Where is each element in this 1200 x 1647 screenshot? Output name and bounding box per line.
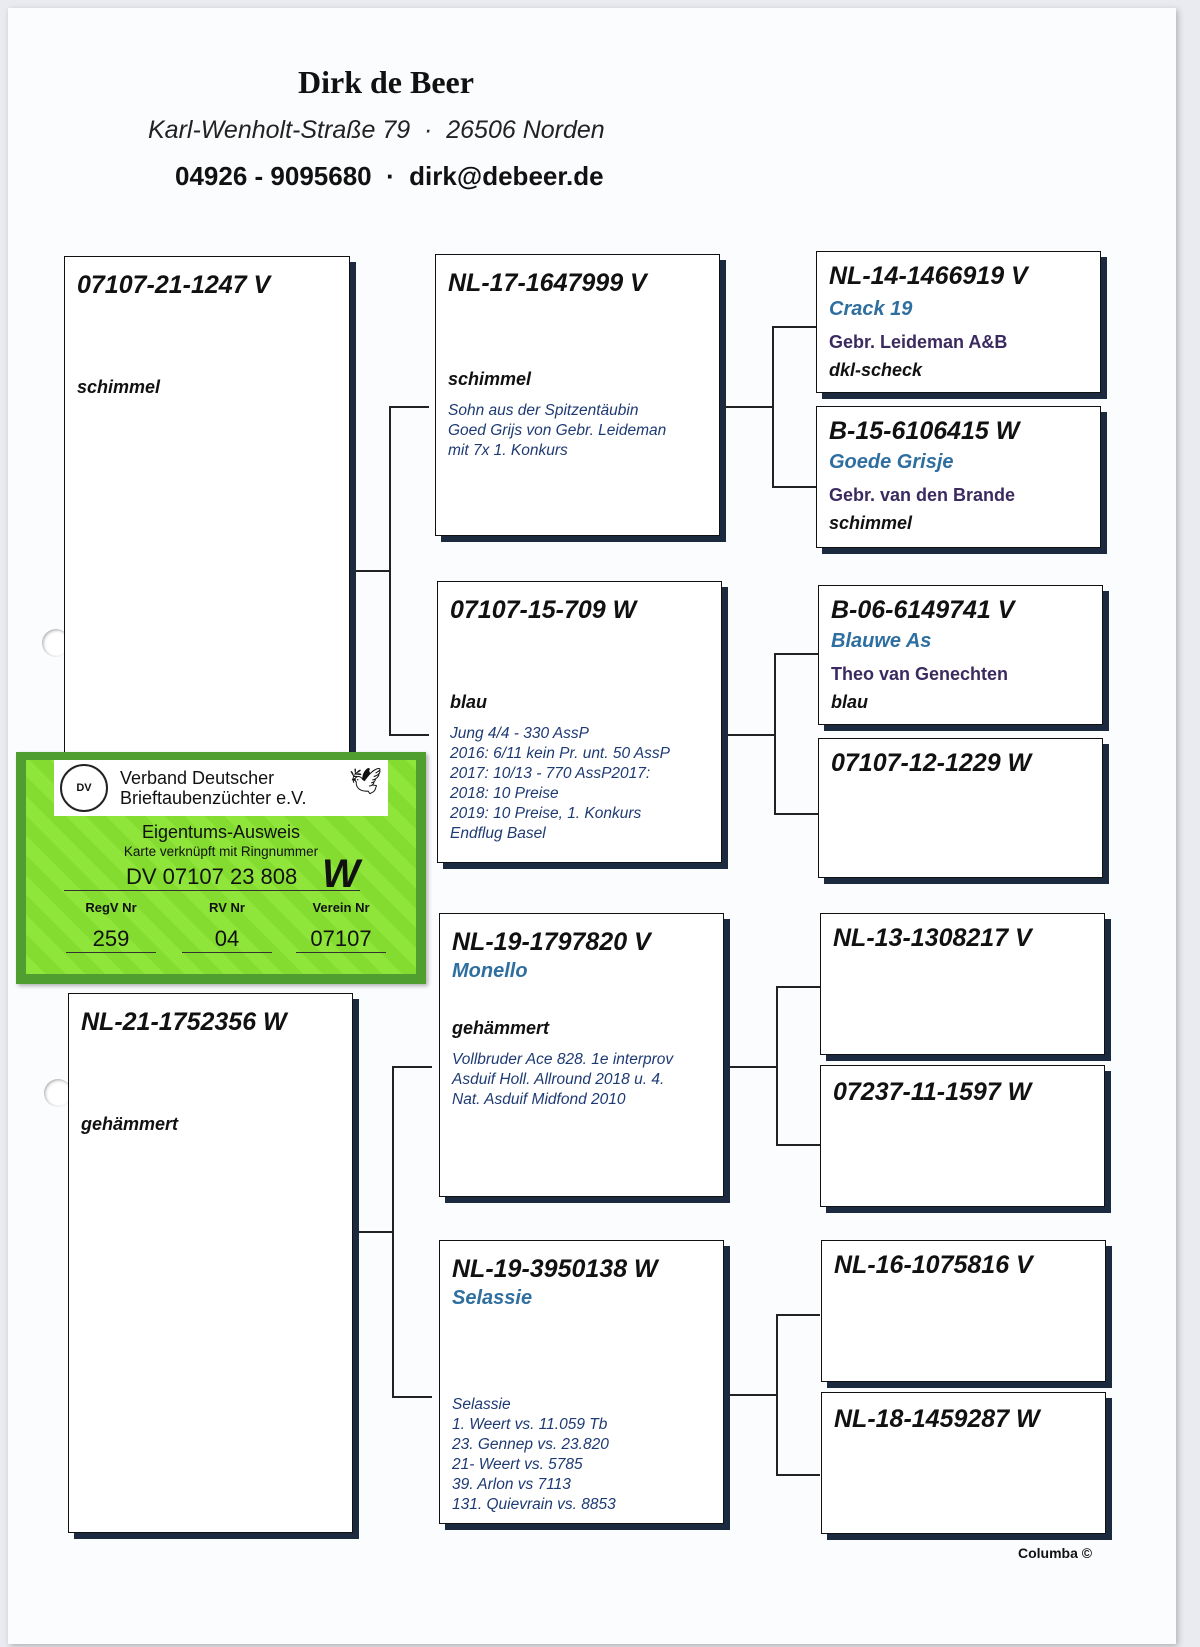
info-line: 131. Quievrain vs. 8853 <box>452 1496 616 1513</box>
granddam-box <box>437 581 722 863</box>
pigeon-icon: 🕊 <box>348 766 382 796</box>
connector-line <box>730 1066 776 1068</box>
performance-info <box>448 401 666 461</box>
info-line: Endflug Basel <box>450 825 546 842</box>
feather-color: gehämmert <box>81 1114 179 1134</box>
software-credit: Columba © <box>1018 1545 1093 1561</box>
info-line: mit 7x 1. Konkurs <box>448 442 568 459</box>
info-line: 2018: 10 Preise <box>450 785 559 802</box>
grandsire-box <box>435 254 720 536</box>
ring-number: NL-17-1647999 V <box>448 269 647 297</box>
ring-number: NL-21-1752356 W <box>81 1008 287 1036</box>
great-grandparent-box <box>821 1392 1106 1534</box>
great-grandparent-box <box>818 585 1103 725</box>
ring-number: 07107-21-1247 V <box>77 271 271 299</box>
verein-label: Verein Nr <box>312 900 370 915</box>
info-line: 2016: 6/11 kein Pr. unt. 50 AssP <box>450 745 671 762</box>
connector-line <box>389 734 429 736</box>
card-ring-number: DV 07107 23 808 <box>126 864 298 889</box>
connector-line <box>730 1394 776 1396</box>
regv-value: 259 <box>66 926 156 953</box>
performance-info <box>452 1050 673 1110</box>
ring-number: 07107-12-1229 W <box>831 749 1032 777</box>
feather-color: dkl-scheck <box>829 360 923 380</box>
ring-number: NL-19-1797820 V <box>452 928 651 956</box>
great-grandparent-box <box>821 1240 1106 1382</box>
subject-box <box>64 256 350 758</box>
feather-color: schimmel <box>448 369 532 389</box>
feather-color: schimmel <box>77 377 161 397</box>
card-banner <box>54 760 388 816</box>
pigeon-name: Crack 19 <box>829 298 913 320</box>
association-name <box>120 768 306 808</box>
handwritten-mark: W <box>322 852 360 896</box>
great-grandparent-box <box>820 913 1105 1055</box>
connector-line <box>772 326 774 486</box>
connector-line <box>776 1314 820 1316</box>
ring-number: NL-16-1075816 V <box>834 1251 1033 1279</box>
performance-info <box>452 1395 616 1515</box>
association-name-line: Brieftaubenzüchter e.V. <box>120 788 307 808</box>
ring-number: NL-18-1459287 W <box>834 1405 1040 1433</box>
verein-value: 07107 <box>296 926 386 953</box>
info-line: Vollbruder Ace 828. 1e interprov <box>452 1051 674 1068</box>
info-line: Jung 4/4 - 330 AssP <box>450 725 590 742</box>
ring-number: B-06-6149741 V <box>831 596 1015 624</box>
breeder-contact: 04926 - 9095680 · dirk@debeer.de <box>175 161 604 191</box>
association-logo-icon: DV <box>60 764 108 812</box>
info-line: 2017: 10/13 - 770 AssP2017: <box>450 765 651 782</box>
connector-line <box>774 653 776 813</box>
connector-line <box>772 486 816 488</box>
info-line: 2019: 10 Preise, 1. Konkurs <box>450 805 642 822</box>
ring-number: NL-19-3950138 W <box>452 1255 658 1283</box>
info-line: 1. Weert vs. 11.059 Tb <box>452 1416 608 1433</box>
connector-line <box>389 406 429 408</box>
info-line: Goed Grijs von Gebr. Leideman <box>448 422 667 439</box>
connector-line <box>776 986 820 988</box>
info-line: Nat. Asduif Midfond 2010 <box>452 1091 626 1108</box>
connector-line <box>776 1314 778 1474</box>
pigeon-name: Selassie <box>452 1287 533 1309</box>
card-subtitle: Karte verknüpft mit Ringnummer <box>123 844 319 859</box>
connector-line <box>392 1396 432 1398</box>
info-line: 23. Gennep vs. 23.820 <box>452 1436 609 1453</box>
connector-line <box>774 813 818 815</box>
granddam-box <box>439 1240 724 1524</box>
association-name-line: Verband Deutscher <box>120 768 275 788</box>
breeder-name: Dirk de Beer <box>298 64 474 100</box>
feather-color: blau <box>450 692 488 712</box>
card-title: Eigentums-Ausweis <box>141 822 301 842</box>
connector-line <box>774 653 818 655</box>
feather-color: gehämmert <box>452 1018 550 1038</box>
feather-color: schimmel <box>829 513 913 533</box>
connector-line <box>726 406 772 408</box>
connector-line <box>728 734 774 736</box>
pigeon-name: Blauwe As <box>831 630 932 652</box>
great-grandparent-box <box>820 1065 1105 1207</box>
info-line: 21- Weert vs. 5785 <box>452 1456 583 1473</box>
rv-value: 04 <box>182 926 272 953</box>
great-grandparent-box <box>816 406 1101 548</box>
pigeon-name: Goede Grisje <box>829 451 954 473</box>
info-line: Asduif Holl. Allround 2018 u. 4. <box>452 1071 665 1088</box>
ownership-card-body <box>26 760 416 974</box>
breeder-label: Gebr. Leideman A&B <box>829 332 1008 352</box>
connector-line <box>772 326 816 328</box>
connector-line <box>389 406 391 734</box>
connector-line <box>392 1066 394 1396</box>
performance-info <box>450 724 670 844</box>
ring-number: NL-14-1466919 V <box>829 262 1028 290</box>
connector-line <box>776 986 778 1144</box>
connector-line <box>392 1066 432 1068</box>
ownership-card <box>16 752 426 984</box>
breeder-label: Theo van Genechten <box>831 664 1009 684</box>
info-line: Sohn aus der Spitzentäubin <box>448 402 639 419</box>
ring-number: B-15-6106415 W <box>829 417 1020 445</box>
rv-label: RV Nr <box>209 900 245 915</box>
connector-line <box>349 570 389 572</box>
connector-line <box>352 1231 392 1233</box>
regv-label: RegV Nr <box>85 900 137 915</box>
ring-number: 07107-15-709 W <box>450 596 637 624</box>
dam-box <box>68 993 353 1533</box>
ring-number: 07237-11-1597 W <box>833 1078 1032 1106</box>
grandsire-box <box>439 913 724 1197</box>
info-line: 39. Arlon vs 7113 <box>452 1476 571 1493</box>
great-grandparent-box <box>818 738 1103 878</box>
feather-color: blau <box>831 692 869 712</box>
divider <box>64 890 360 891</box>
info-line: Selassie <box>452 1396 511 1413</box>
breeder-label: Gebr. van den Brande <box>829 485 1016 505</box>
connector-line <box>776 1474 820 1476</box>
breeder-address: Karl-Wenholt-Straße 79 · 26506 Norden <box>148 116 605 144</box>
great-grandparent-box <box>816 251 1101 393</box>
connector-line <box>776 1144 820 1146</box>
ring-number: NL-13-1308217 V <box>833 924 1032 952</box>
pigeon-name: Monello <box>452 960 528 982</box>
